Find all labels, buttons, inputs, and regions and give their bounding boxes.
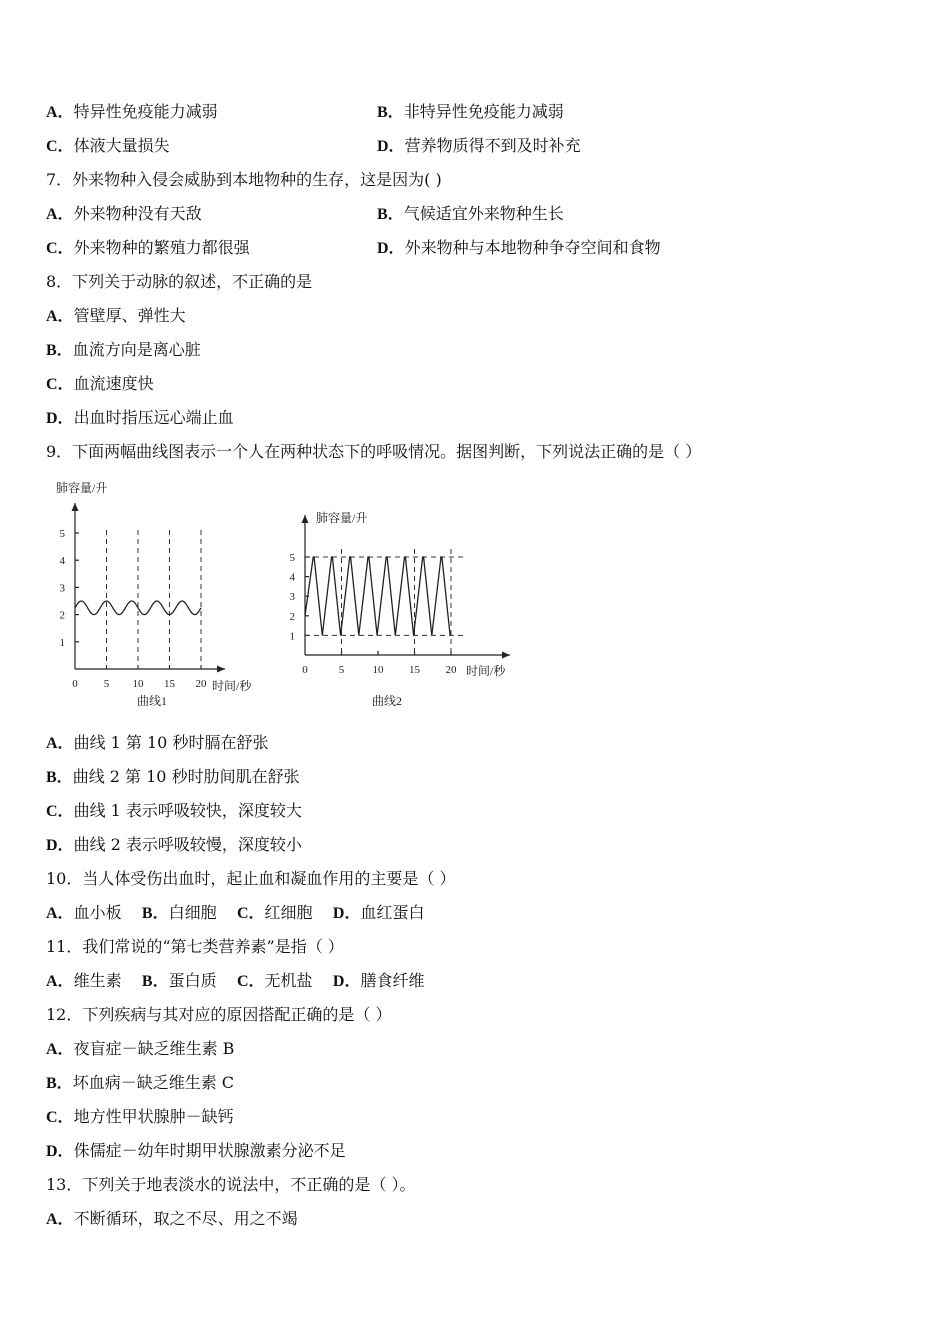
q8-option-a — [46, 306, 186, 327]
curve-line — [305, 557, 450, 635]
q8-option-d — [46, 408, 234, 429]
x-tick-label: 5 — [338, 664, 345, 676]
option-label: D． — [46, 410, 74, 427]
q7-option-b — [377, 204, 564, 225]
x-axis-label: 时间/秒 — [212, 679, 252, 693]
option-label: C． — [46, 1109, 74, 1126]
x-tick-label: 20 — [445, 664, 457, 676]
y-tick-label: 5 — [289, 552, 295, 564]
chart-curve-1 — [56, 480, 252, 708]
x-tick-label: 5 — [103, 678, 110, 690]
option-label: C． — [236, 973, 265, 990]
q9-option-d — [46, 835, 302, 856]
q7-stem: 7．外来物种入侵会威胁到本地物种的生存，这是因为( ) — [46, 170, 442, 189]
y-tick-label: 3 — [289, 591, 295, 604]
option-label: D． — [46, 1143, 74, 1160]
chart-title: 曲线2 — [371, 694, 403, 708]
option-text: 侏儒症－幼年时期甲状腺激素分泌不足 — [73, 1141, 346, 1160]
option-label: A． — [46, 1211, 74, 1228]
x-tick-label: 10 — [132, 678, 144, 690]
option-label: C． — [236, 905, 265, 922]
y-tick-label: 3 — [59, 582, 65, 595]
q7-option-a — [46, 204, 202, 225]
q8-option-b — [46, 340, 201, 361]
y-axis-label: 肺容量/升 — [316, 511, 368, 525]
x-tick-label: 20 — [195, 678, 207, 690]
y-tick-label: 1 — [59, 636, 65, 649]
option-text: 不断循环，取之不尽、用之不竭 — [73, 1209, 298, 1228]
x-tick-label: 0 — [72, 678, 78, 690]
q7-option-c — [46, 238, 250, 259]
y-tick-label: 4 — [289, 571, 295, 584]
option-text: 出血时指压远心端止血 — [73, 408, 234, 427]
option-label: D． — [377, 138, 405, 155]
option-label: C． — [46, 138, 74, 155]
q8-option-c — [46, 374, 154, 395]
option-label: B． — [141, 973, 169, 990]
x-tick-label: 15 — [164, 678, 175, 690]
option-label: B． — [377, 104, 404, 121]
option-label: D． — [377, 240, 405, 257]
x-tick-label: 0 — [302, 664, 308, 676]
option-label: A． — [46, 735, 74, 752]
option-label: B． — [46, 1075, 73, 1092]
option-label: A． — [46, 905, 74, 922]
option-text: 蛋白质 — [168, 971, 217, 990]
option-label: A． — [46, 206, 74, 223]
y-tick-label: 2 — [289, 610, 295, 623]
option-text: 血流方向是离心脏 — [72, 340, 201, 359]
option-label: C． — [46, 803, 74, 820]
option-label: D． — [332, 905, 361, 922]
q9-stem: 9．下面两幅曲线图表示一个人在两种状态下的呼吸情况。据图判断，下列说法正确的是（ ） — [46, 442, 702, 461]
x-axis-arrow — [502, 652, 510, 659]
option-label: D． — [46, 837, 74, 854]
option-label: B． — [377, 206, 404, 223]
q13-option-a — [46, 1209, 298, 1230]
option-label: B． — [46, 769, 73, 786]
y-axis-arrow — [302, 515, 309, 523]
q10-stem: 10．当人体受伤出血时，起止血和凝血作用的主要是（ ） — [46, 869, 456, 888]
option-text: 血小板 — [73, 903, 122, 922]
option-label: C． — [46, 240, 74, 257]
option-text: 曲线 2 第 10 秒时肋间肌在舒张 — [72, 767, 300, 786]
option-label: C． — [46, 376, 74, 393]
option-text: 红细胞 — [264, 903, 313, 922]
q13-stem: 13．下列关于地表淡水的说法中，不正确的是（ ）。 — [46, 1175, 416, 1194]
q9-option-b — [46, 767, 300, 788]
q12-stem: 12．下列疾病与其对应的原因搭配正确的是（ ） — [46, 1005, 392, 1024]
option-label: A． — [46, 104, 74, 121]
option-label: B． — [46, 342, 73, 359]
option-text: 外来物种的繁殖力都很强 — [73, 238, 250, 257]
option-text: 维生素 — [73, 971, 122, 990]
y-axis-label: 肺容量/升 — [56, 481, 108, 495]
option-label: B． — [141, 905, 169, 922]
q12-option-a — [46, 1039, 234, 1060]
option-text: 特异性免疫能力减弱 — [73, 102, 218, 121]
y-axis-arrow — [72, 503, 79, 511]
option-text: 曲线 1 表示呼吸较快，深度较大 — [73, 801, 302, 820]
option-label: A． — [46, 1041, 74, 1058]
option-text: 非特异性免疫能力减弱 — [403, 102, 564, 121]
option-text: 血红蛋白 — [360, 903, 425, 922]
q6-option-a — [46, 102, 218, 123]
x-axis-arrow — [217, 666, 225, 673]
option-text: 夜盲症－缺乏维生素 B — [73, 1039, 235, 1058]
q6-option-d — [377, 136, 581, 157]
q12-option-c — [46, 1107, 234, 1128]
option-text: 膳食纤维 — [360, 971, 425, 990]
option-text: 血流速度快 — [73, 374, 154, 393]
option-label: A． — [46, 973, 74, 990]
y-tick-label: 4 — [59, 555, 65, 568]
x-tick-label: 10 — [372, 664, 384, 676]
option-text: 气候适宜外来物种生长 — [403, 204, 564, 223]
option-text: 坏血病－缺乏维生素 C — [72, 1073, 235, 1092]
q9-option-c — [46, 801, 302, 822]
option-text: 外来物种没有天敌 — [73, 204, 202, 223]
q7-option-d — [377, 238, 661, 259]
q8-stem: 8．下列关于动脉的叙述，不正确的是 — [46, 272, 313, 291]
q12-option-b — [46, 1073, 234, 1094]
y-tick-label: 2 — [59, 609, 65, 622]
q11-stem: 11．我们常说的“第七类营养素”是指（ ） — [46, 937, 344, 956]
option-text: 管壁厚、弹性大 — [73, 306, 186, 325]
option-text: 无机盐 — [264, 971, 313, 990]
q6-option-c — [46, 136, 170, 157]
chart-title: 曲线1 — [136, 694, 168, 708]
option-text: 外来物种与本地物种争夺空间和食物 — [404, 238, 661, 257]
q9-figure — [40, 475, 560, 725]
option-label: D． — [332, 973, 361, 990]
q12-option-d — [46, 1141, 346, 1162]
y-tick-label: 1 — [289, 630, 295, 643]
option-text: 曲线 1 第 10 秒时膈在舒张 — [73, 733, 269, 752]
chart-curve-2 — [290, 510, 511, 708]
option-text: 白细胞 — [168, 903, 217, 922]
y-tick-label: 5 — [59, 528, 65, 540]
option-text: 营养物质得不到及时补充 — [404, 136, 581, 155]
q11-options — [46, 971, 424, 992]
option-label: A． — [46, 308, 74, 325]
q10-options — [46, 903, 424, 924]
q6-option-b — [377, 102, 564, 123]
option-text: 体液大量损失 — [73, 136, 170, 155]
q9-option-a — [46, 733, 268, 754]
option-text: 地方性甲状腺肿－缺钙 — [73, 1107, 234, 1126]
option-text: 曲线 2 表示呼吸较慢，深度较小 — [73, 835, 302, 854]
x-axis-label: 时间/秒 — [466, 664, 506, 678]
x-tick-label: 15 — [409, 664, 420, 676]
